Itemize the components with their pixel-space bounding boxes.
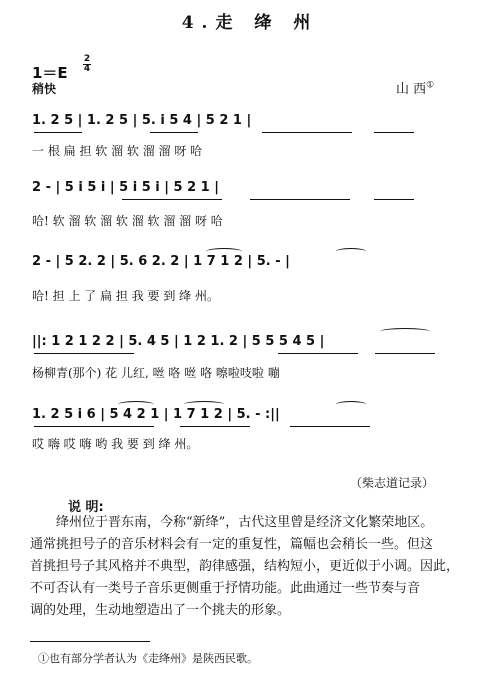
slur-mark	[184, 401, 224, 408]
beam-line	[250, 199, 350, 200]
beam-line	[150, 132, 198, 133]
time-signature	[83, 55, 91, 74]
explanation-paragraph	[30, 512, 470, 622]
notation-row-4: ||: 1 2 1 2 2 | 5. 4 5 | 1 2 1. 2 | 5 5 5 4 5 |	[32, 334, 325, 349]
meter-bottom: 4	[83, 64, 91, 74]
region-footnote-marker: ①	[426, 80, 435, 91]
beam-line	[290, 426, 370, 427]
key-signature: 1＝E	[32, 64, 68, 82]
notation-row-3: 2 - | 5 2. 2 | 5. 6 2. 2 | 1 7 1 2 | 5. - |	[32, 254, 290, 269]
lyrics-row-5: 哎 嗨 哎 嗨 哟 我 要 到 绛 州。	[32, 437, 199, 451]
slur-mark	[380, 328, 430, 335]
footnote-divider	[30, 641, 150, 642]
slur-mark	[336, 401, 366, 408]
beam-line	[374, 199, 414, 200]
slur-mark	[336, 248, 366, 255]
explanation-heading: 说 明:	[68, 500, 104, 515]
beam-line	[278, 353, 358, 354]
explanation-line: 通常挑担号子的音乐材料会有一定的重复性，篇幅也会稍长一些。但这	[30, 537, 434, 552]
explanation-line: 绛州位于晋东南，今称“新绛”，古代这里曾是经济文化繁荣地区。	[56, 515, 434, 530]
lyrics-row-2: 哈! 软 溜 软 溜 软 溜 软 溜 溜 呀 哈	[32, 214, 223, 228]
beam-line	[180, 426, 250, 427]
meter-top: 2	[83, 54, 91, 64]
footnote: ①也有部分学者认为《走绛州》是陕西民歌。	[38, 652, 258, 665]
slur-mark	[118, 401, 154, 408]
beam-line	[34, 132, 82, 133]
notation-row-1: 1. 2 5 | 1. 2 5 | 5. i 5 4 | 5 2 1 |	[32, 113, 252, 128]
beam-line	[34, 353, 134, 354]
notation-row-2: 2 - | 5 i 5 i | 5 i 5 i | 5 2 1 |	[32, 180, 219, 195]
transcriber-credit: （柴志道记录）	[350, 476, 435, 490]
lyrics-row-3: 哈! 担 上 了 扁 担 我 要 到 绛 州。	[32, 289, 219, 303]
explanation-line: 不可否认有一类号子音乐更侧重于抒情功能。此曲通过一些节奏与音	[30, 581, 421, 596]
explanation-line: 首挑担号子其风格并不典型，韵律感强，结构短小，更近似于小调。因此，	[30, 559, 460, 574]
tempo-marking: 稍快	[32, 82, 57, 96]
beam-line	[374, 132, 414, 133]
explanation-line: 调的处理，生动地塑造出了一个挑夫的形象。	[30, 603, 291, 618]
beam-line	[375, 353, 435, 354]
slur-mark	[206, 248, 242, 255]
lyrics-row-4: 杨柳青(那个) 花 儿红, 咝 咯 咝 咯 嚓啦吱啦 嘣	[32, 366, 280, 380]
beam-line	[122, 199, 222, 200]
region-label	[396, 78, 434, 97]
song-title: 4.走 绛 州	[181, 13, 319, 33]
beam-line	[262, 132, 352, 133]
region-name: 山 西	[396, 82, 427, 97]
beam-line	[34, 426, 154, 427]
notation-row-5: 1. 2 5 i 6 | 5 4 2 1 | 1 7 1 2 | 5. - :||	[32, 407, 280, 422]
lyrics-row-1: 一 根 扁 担 软 溜 软 溜 溜 呀 哈	[32, 144, 203, 158]
